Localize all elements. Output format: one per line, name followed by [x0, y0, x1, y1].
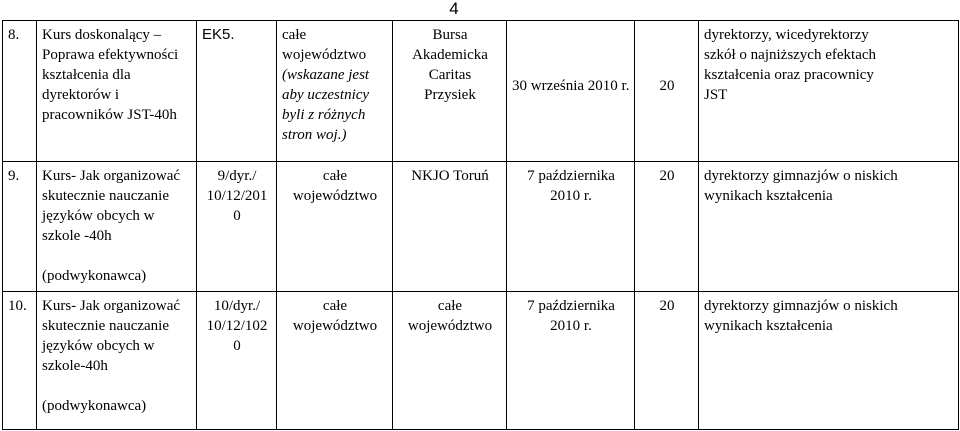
course-line: skutecznie nauczanie [42, 188, 170, 204]
course-name-cell [37, 162, 197, 292]
place-line: Akademicka [412, 47, 488, 63]
date-line: 30 września 2010 r. [512, 78, 630, 94]
course-line: Kurs- Jak organizować [42, 298, 181, 314]
area-note-line: byli z różnych [282, 107, 366, 123]
participants-cell [699, 162, 959, 292]
participant-count: 20 [659, 78, 675, 94]
area-note-line: (wskazane jest [282, 67, 370, 83]
area-line: województwo [292, 318, 378, 334]
participants-line: wynikach kształcenia [704, 188, 833, 204]
subcontractor-note: (podwykonawca) [42, 268, 147, 284]
course-line: Kurs- Jak organizować [42, 168, 181, 184]
area-line: całe [322, 168, 348, 184]
course-code-cell [197, 162, 277, 292]
place-line: całe [437, 298, 463, 314]
course-code-cell [197, 21, 277, 162]
area-line: województwo [292, 188, 378, 204]
training-schedule-table [2, 20, 959, 430]
course-code-cell [197, 292, 277, 430]
course-code-line: 9/dyr./ [217, 168, 257, 184]
date-line: 2010 r. [550, 318, 592, 334]
row-number: 9. [3, 162, 37, 292]
participants-cell [699, 292, 959, 430]
participants-line: wynikach kształcenia [704, 318, 833, 334]
participants-cell [699, 21, 959, 162]
participants-line: dyrektorzy gimnazjów o niskich [704, 168, 898, 184]
course-line: szkole-40h [42, 358, 108, 374]
participants-line: JST [704, 87, 728, 103]
area-cell [277, 292, 393, 430]
course-line: języków obcych w [42, 208, 155, 224]
area-line: całe [282, 27, 307, 43]
date-cell [507, 162, 635, 292]
course-line: kształcenia dla [42, 67, 131, 83]
area-line: całe [322, 298, 348, 314]
row-number: 10. [3, 292, 37, 430]
course-code-line: 10/12/201 [206, 188, 268, 204]
area-note-line: aby uczestnicy [282, 87, 370, 103]
participants-line: dyrektorzy gimnazjów o niskich [704, 298, 898, 314]
course-code-line: 10/12/102 [206, 318, 268, 334]
date-line: 2010 r. [550, 188, 592, 204]
course-line: Kurs doskonalący – [42, 27, 162, 43]
place-cell [393, 21, 507, 162]
course-line: dyrektorów i [42, 87, 120, 103]
place-line: Przysiek [424, 87, 476, 103]
course-line: języków obcych w [42, 338, 155, 354]
participant-count: 20 [659, 168, 675, 184]
date-line: 7 października [527, 168, 615, 184]
table-row [3, 292, 959, 430]
participants-line: szkół o najniższych efektach [704, 47, 877, 63]
participants-line: dyrektorzy, wicedyrektorzy [704, 27, 869, 43]
course-line: szkole -40h [42, 228, 112, 244]
participant-count-cell [635, 162, 699, 292]
place-line: Bursa [432, 27, 468, 43]
area-cell [277, 162, 393, 292]
date-cell [507, 21, 635, 162]
course-line: Poprawa efektywności [42, 47, 179, 63]
area-cell [277, 21, 393, 162]
area-note-line: stron woj.) [282, 127, 347, 143]
place-cell [393, 292, 507, 430]
course-code: EK5. [202, 26, 235, 43]
date-cell [507, 292, 635, 430]
course-name-cell [37, 21, 197, 162]
area-line: województwo [282, 47, 367, 63]
participant-count-cell [635, 21, 699, 162]
participant-count-cell [635, 292, 699, 430]
subcontractor-note: (podwykonawca) [42, 398, 147, 414]
course-code-line: 0 [233, 338, 241, 354]
participants-line: kształcenia oraz pracownicy [704, 67, 874, 83]
date-line: 7 października [527, 298, 615, 314]
table-row [3, 21, 959, 162]
place-line: województwo [407, 318, 493, 334]
course-name-cell [37, 292, 197, 430]
place-line: NKJO Toruń [411, 168, 489, 184]
row-number: 8. [3, 21, 37, 162]
course-line: pracowników JST-40h [42, 107, 177, 123]
table-row [3, 162, 959, 292]
course-code-line: 0 [233, 208, 241, 224]
place-cell [393, 162, 507, 292]
participant-count: 20 [659, 298, 675, 314]
place-line: Caritas [428, 67, 472, 83]
course-code-line: 10/dyr./ [213, 298, 261, 314]
course-line: skutecznie nauczanie [42, 318, 170, 334]
page-number: 4 [449, 0, 459, 18]
